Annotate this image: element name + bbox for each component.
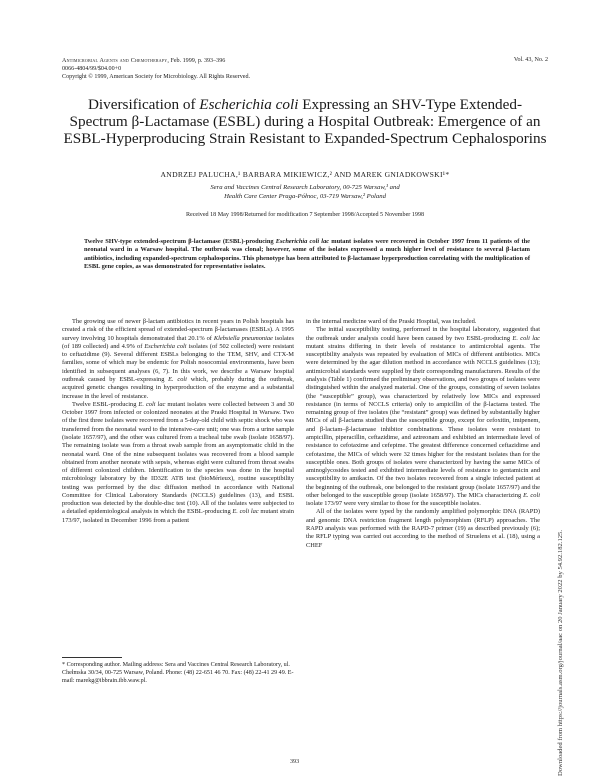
- paragraph: in the internal medicine ward of the Praski Hospital, was included.: [306, 318, 477, 325]
- abstract-text: mutant isolates were recovered in October 1997 from 11 patients of the neonatal ward in a Warsaw hospital. The outbreak was clonal; however, some of the isolates expressed a much higher level of resistance to several β-lactam antibiotics, including expanded-spectrum cephalosporins. This phenotype has been attributed to β-lactamase hyperproduction correlating with the multiplication of ESBL gene copies, as was demonstrated for representative isolates.: [84, 238, 531, 270]
- copyright-line: Copyright © 1999, American Society for Microbiology. All Rights Reserved.: [62, 74, 251, 80]
- paragraph: All of the isolates were typed by the randomly amplified polymorphic DNA (RAPD) and genomic DNA restriction fragment length polymorphism (RFLP) approaches. The RAPD analysis was performed with the RAPD-7 primer (19) as described previously (6); the RFLP typing was carried out according to the method of Struelens et al. (18), using a CHEF: [306, 508, 540, 549]
- download-watermark: Downloaded from https://journals.asm.org/journal/aac on 20 January 2022 by 54.92.182.125.: [557, 529, 564, 776]
- abstract-text: Twelve SHV-type extended-spectrum β-lactamase (ESBL)-producing: [84, 238, 276, 245]
- title-part-1: Diversification of: [87, 96, 200, 113]
- author-list: ANDRZEJ PALUCHA,¹ BARBARA MIKIEWICZ,² AND MAREK GNIADKOWSKI¹*: [160, 170, 450, 179]
- journal-name: Antimicrobial Agents and Chemotherapy: [62, 58, 168, 64]
- affiliation-line: Sera and Vaccines Central Research Laboratory, 00-725 Warsaw,¹ and: [210, 184, 400, 191]
- abstract: [84, 238, 530, 271]
- abstract-organism: Escherichia coli lac: [275, 238, 330, 245]
- page-number: 393: [290, 759, 300, 765]
- affiliations: [62, 183, 548, 201]
- paragraph: The growing use of newer β-lactam antibiotics in recent years in Polish hospitals has created a risk of the efficient spread of extended-spectrum β-lactamases (ESBLs). A 1995 survey involving 10 hospitals demonstrated that 20.1% of Klebsiella pneumoniae isolates (of 189 collected) and 4.9% of Escherichia coli isolates (of 502 collected) were resistant to ceftazidime (9). Several different ESBLs belonging to the TEM, SHV, and CTX-M families, some of which may be endemic for Polish nosocomial environments, have been identified in subsequent analyses (6, 7). In this work, we describe a Warsaw hospital outbreak caused by ESBL-expressing E. coli which, probably during the outbreak, acquired genetic changes resulting in hyperproduction of the enzyme and a substantial increase in the level of resistance.: [62, 318, 294, 400]
- journal-header: [62, 57, 250, 81]
- title-part-2: Expressing an SHV-Type Extended-Spectrum β-Lactamase (ESBL) during a Hospital Outbreak: Emergence of an ESBL-Hyperproducing Strain Resistant to Expanded-Spectrum Cephalosporins: [63, 96, 547, 148]
- corresponding-author-footnote: * Corresponding author. Mailing address: Sera and Vaccines Central Research Laboratory, ul. Chełmska 30/34, 00-725 Warsaw, Poland. Phone: (48) 22-651 46 70. Fax: (48) 22-41 29 49. E-mail: marekg@ibbrain.ibb.waw.pl.: [62, 662, 294, 684]
- received-dates: Received 18 May 1998/Returned for modification 7 September 1998/Accepted 5 November 1998: [185, 212, 425, 218]
- article-title: [62, 96, 548, 148]
- issn-line: 0066-4804/99/$04.00+0: [62, 66, 122, 72]
- volume-issue: Vol. 43, No. 2: [513, 57, 548, 63]
- citation-details: , Feb. 1999, p. 393–396: [167, 58, 226, 64]
- title-organism: Escherichia coli: [199, 96, 299, 113]
- body-column-left: [62, 318, 294, 525]
- affiliation-line: Health Care Center Praga-Północ, 03-719 Warsaw,² Poland: [224, 193, 386, 200]
- body-column-right: [306, 318, 540, 550]
- footnote-divider: [62, 657, 122, 658]
- paragraph: Twelve ESBL-producing E. coli lac mutant isolates were collected between 3 and 30 October 1997 from infected or colonized neonates at the Praski Hospital in Warsaw. Two of the first three isolates were recovered from a 5-day-old child with septic shock who was transferred from the neonatal ward to the intensive-care unit; one was from a urine sample (isolate 1657/97), and the other was cultured from a tracheal tube swab (isolate 1658/97). The remaining isolate was from a throat swab sample from an asymptomatic child in the neonatal ward. One of the nine subsequent isolates was recovered from a blood sample obtained from another neonate with sepsis, whereas eight were cultured from throat swabs of different colonized children. Identification to the species was done in the hospital microbiology laboratory by the ID32E ATB test (bioMérieux), routine susceptibility testing was performed by the disc diffusion method in accordance with National Committee for Clinical Laboratory Standards (NCCLS) guidelines (13), and ESBL production was detected by the double-disc test (10). All of the isolates were subjected to a detailed epidemiological analysis in which the ESBL-producing E. coli lac mutant strain 173/97, isolated in December 1996 from a patient: [62, 400, 294, 524]
- paragraph: The initial susceptibility testing, performed in the hospital laboratory, suggested that the outbreak under analysis could have been caused by two ESBL-producing E. coli lac mutant strains differing in their levels of resistance to antimicrobial agents. The susceptibility analysis was repeated by evaluation of MICs of different antibiotics. MICs were determined by the agar dilution method in accordance with NCCLS guidelines (13); antimicrobial standards were supplied by their corresponding manufacturers. Results of the analysis (Table 1) confirmed the preliminary observations, and two groups of isolates were distinguished within the analyzed material. One of the groups, consisting of seven isolates (the “susceptible” group), was characterized by relatively low MICs and expressed resistance (in terms of NCCLS criteria) only to ampicillin of the β-lactams tested. The remaining group of five isolates (the “resistant” group) was defined by substantially higher MICs of all β-lactams studied than the susceptible group, except for cefoxitin, imipenem, and β-lactam–β-lactamase inhibitor combinations. These isolates were resistant to ampicillin, piperacillin, ceftazidime, and aztreonam and exhibited an intermediate level of resistance to cefotaxime and cefepime. The greatest difference concerned ceftazidime and cefotaxime, the MICs of which were 32 times higher for the resistant isolates than for the susceptible ones. Both groups of isolates were characterized by having the same MICs of aminoglycosides tested and exhibited intermediate levels of resistance to gentamicin and susceptibility to amikacin. Of the two isolates recovered from a single infected patient at the beginning of the outbreak, one belonged to the resistant group (isolate 1657/97) and the other belonged to the susceptible group (isolate 1658/97). The MICs characterizing E. coli isolate 173/97 were very similar to those for the susceptible isolates.: [306, 326, 540, 508]
- journal-citation: [62, 57, 250, 65]
